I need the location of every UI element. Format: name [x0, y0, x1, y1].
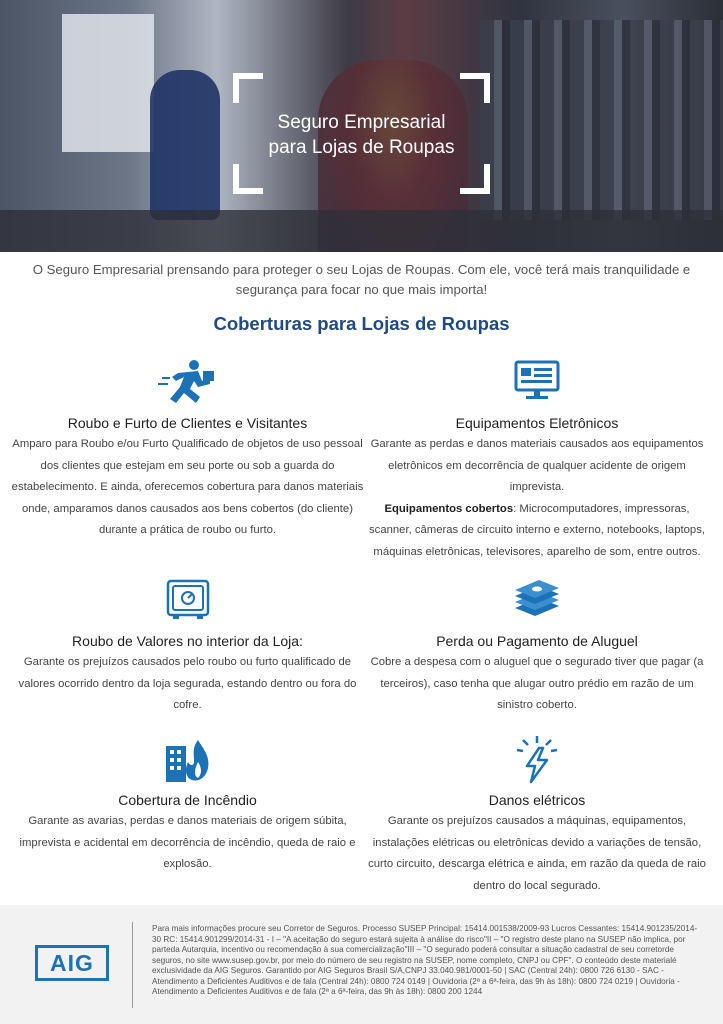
- coverage-text: Amparo para Roubo e/ou Furto Qualificado de objetos de uso pessoal dos clientes que estejam em seu porte ou sob a guarda do estabelecimento. E ainda, oferecemos cobertura para danos materiais onde, amparamos danos causados aos bens cobertos (do cliente) durante a prática de roubo ou furto.: [11, 438, 364, 536]
- hero-window: [62, 14, 154, 152]
- intro-text: O Seguro Empresarial prensando para proteger o seu Lojas de Roupas. Com ele, você terá mais tranquilidade e segurança para focar no que mais importa!: [32, 262, 691, 297]
- coverage-title: Roubo de Valores no interior da Loja:: [72, 633, 303, 649]
- building-fire-icon: [164, 736, 212, 789]
- frame-corner-bottom-left: [233, 164, 263, 194]
- coverage-text: Garante os prejuízos causados a máquinas, equipamentos, instalações elétricas ou eletrônicas devido a variações de tensão, curto circuito, descarga elétrica e ainda, em razão da queda de raio dentro do local segurado.: [368, 815, 706, 892]
- frame-corner-bottom-right: [460, 164, 490, 194]
- coverage-roubo-furto-clientes: [10, 355, 365, 555]
- hero-banner: [0, 0, 723, 252]
- hero-title-line1: Seguro Empresarial: [277, 112, 446, 133]
- coverage-title: Equipamentos Eletrônicos: [455, 415, 619, 431]
- coverage-text: Garante os prejuízos causados pelo roubo ou furto qualificado de valores ocorrido dentro da loja segurada, estando dentro ou fora do cofre.: [18, 656, 357, 711]
- coverage-title: Perda ou Pagamento de Aluguel: [436, 633, 638, 649]
- safe-icon: [166, 579, 210, 626]
- coverage-danos-eletricos: [362, 734, 712, 899]
- coverage-text: [362, 434, 712, 563]
- footer-divider: [132, 922, 133, 1008]
- monitor-icon: [514, 360, 560, 405]
- frame-corner-top-right: [460, 73, 490, 103]
- coverage-equipamentos-eletronicos: [362, 355, 712, 565]
- coverage-title: Danos elétricos: [488, 792, 586, 808]
- coverage-perda-aluguel: [362, 576, 712, 716]
- section-title: Coberturas para Lojas de Roupas: [213, 313, 510, 334]
- money-stack-icon: [511, 578, 563, 627]
- coverage-text-main: Garante as perdas e danos materiais causados aos equipamentos eletrônicos em decorrência de qualquer acidente de origem imprevista.: [370, 438, 704, 493]
- coverage-extra-text: : Microcomputadores, impressoras, scanner, câmeras de circuito interno e externo, notebooks, laptops, máquinas eletrônicas, televisores, aparelho de som, entre outros.: [369, 502, 705, 558]
- lightning-icon: [515, 734, 559, 789]
- coverage-incendio: [10, 734, 365, 874]
- coverage-text: Garante as avarias, perdas e danos materiais de origem súbita, imprevista e acidental em decorrência de incêndio, queda de raio e explosão.: [19, 815, 356, 870]
- coverage-roubo-valores: [10, 576, 365, 716]
- aig-logo: AIG: [35, 945, 109, 981]
- hero-floor: [0, 210, 723, 252]
- coverage-title: Cobertura de Incêndio: [118, 792, 257, 808]
- coverage-extra-label: Equipamentos cobertos: [384, 502, 514, 515]
- frame-corner-top-left: [233, 73, 263, 103]
- hero-title-line2: para Lojas de Roupas: [268, 137, 455, 158]
- coverage-text: Cobre a despesa com o aluguel que o segurado tiver que pagar (a terceiros), caso tenha que alugar outro prédio em razão de um sinistro coberto.: [370, 656, 704, 711]
- coverage-title: Roubo e Furto de Clientes e Visitantes: [67, 415, 308, 431]
- legal-text: Para mais informações procure seu Corretor de Seguros. Processo SUSEP Principal: 15414.001538/2009-93 Lucros Cessantes: 15414.901235/2014-30 RC: 15414.901299/2014-31 - I – "A aceitação do seguro estará sujeita à análise do risco"II – "O registro deste plano na SUSEP não implica, por parteda Autarquia, incentivo ou recomendação à sua comercialização"III – "O segurado poderá consultar a situação cadastral de seu corretorde seguros, no site www.susep.gov.br, por meio do número de seu registro na SUSEP, nome completo, CNPJ ou CPF". O conteúdo deste materialé exclusividade da AIG Seguros. Garantido por AIG Seguros Brasil S/A,CNPJ 33.040.981/0001-50 | SAC (Central 24h): 0800 726 6130 - SAC - Atendimento a Deficientes Auditivos e de fala (Central 24h): 0800 724 0149 | Ouvidoria (2ª a 6ª-feira, das 9h às 18h): 0800 724 0219 | Ouvidoria - Atendimento a Deficientes Auditivos e de fala (2ª a 6ª-feira, das 9h às 18h): 0800 200 1244: [152, 924, 698, 996]
- running-thief-icon: [158, 359, 218, 410]
